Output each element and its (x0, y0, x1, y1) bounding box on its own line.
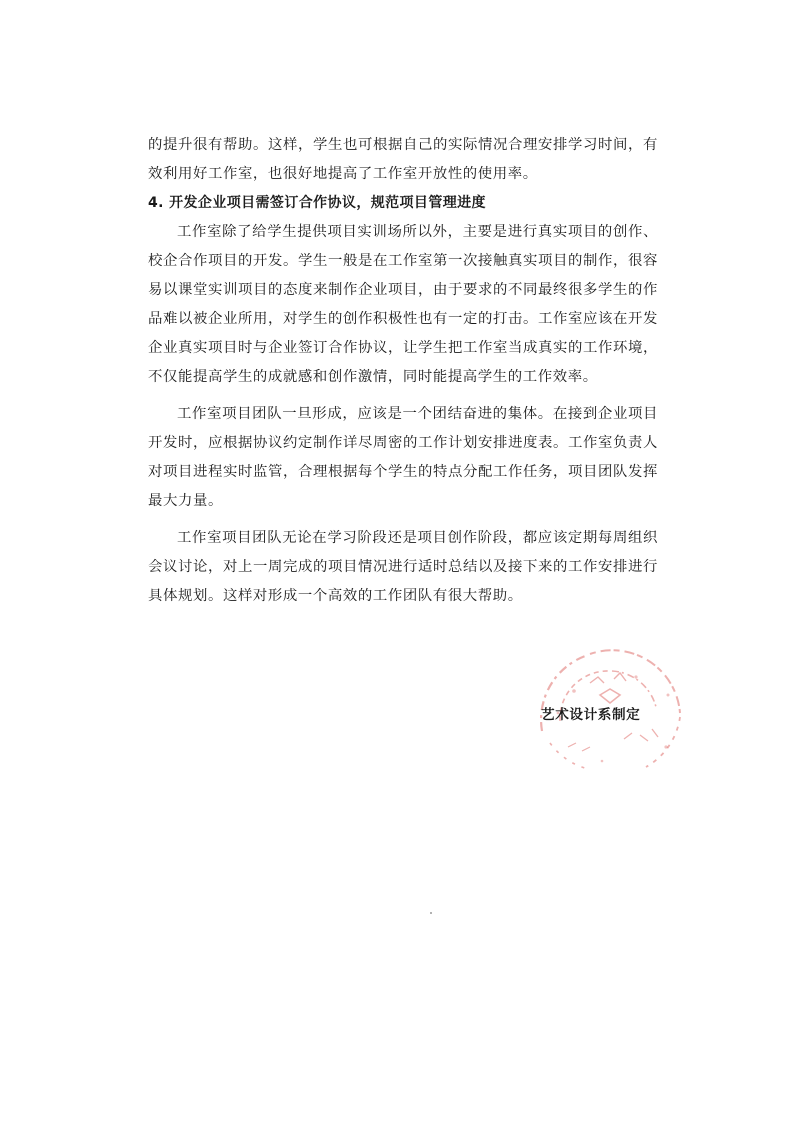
paragraph-continuation: 的提升很有帮助。这样，学生也可根据自己的实际情况合理安排学习时间，有效利用好工作室，也很好地提高了工作室开放性的使用率。 (148, 137, 658, 182)
paragraph-weekly-meetings: 工作室项目团队无论在学习阶段还是项目创作阶段，都应该定期每周组织会议讨论，对上一周完成的项目情况进行适时总结以及接下来的工作安排进行具体规划。这样对形成一个高效的工作团队有很大帮助。 (148, 530, 658, 604)
section-heading-4: 4. 开发企业项目需签订合作协议，规范项目管理进度 (148, 195, 486, 211)
document-body (148, 131, 658, 611)
paragraph-enterprise-projects: 工作室除了给学生提供项目实训场所以外，主要是进行真实项目的创作、校企合作项目的开发。学生一般是在工作室第一次接触真实项目的制作，很容易以课堂实训项目的态度来制作企业项目，由于要求的不同最终很多学生的作品难以被企业所用，对学生的创作积极性也有一定的打击。工作室应该在开发企业真实项目时与企业签订合作协议，让学生把工作室当成真实的工作环境，不仅能提高学生的成就感和创作激情，同时能提高学生的工作效率。 (148, 224, 658, 385)
issuer-signature: 艺术设计系制定 (541, 707, 641, 723)
scan-speck (430, 912, 432, 914)
paragraph-project-team: 工作室项目团队一旦形成，应该是一个团结奋进的集体。在接到企业项目开发时，应根据协议约定制作详尽周密的工作计划安排进度表。工作室负责人对项目进程实时监管，合理根据每个学生的特点分配工作任务，项目团队发挥最大力量。 (148, 406, 658, 509)
